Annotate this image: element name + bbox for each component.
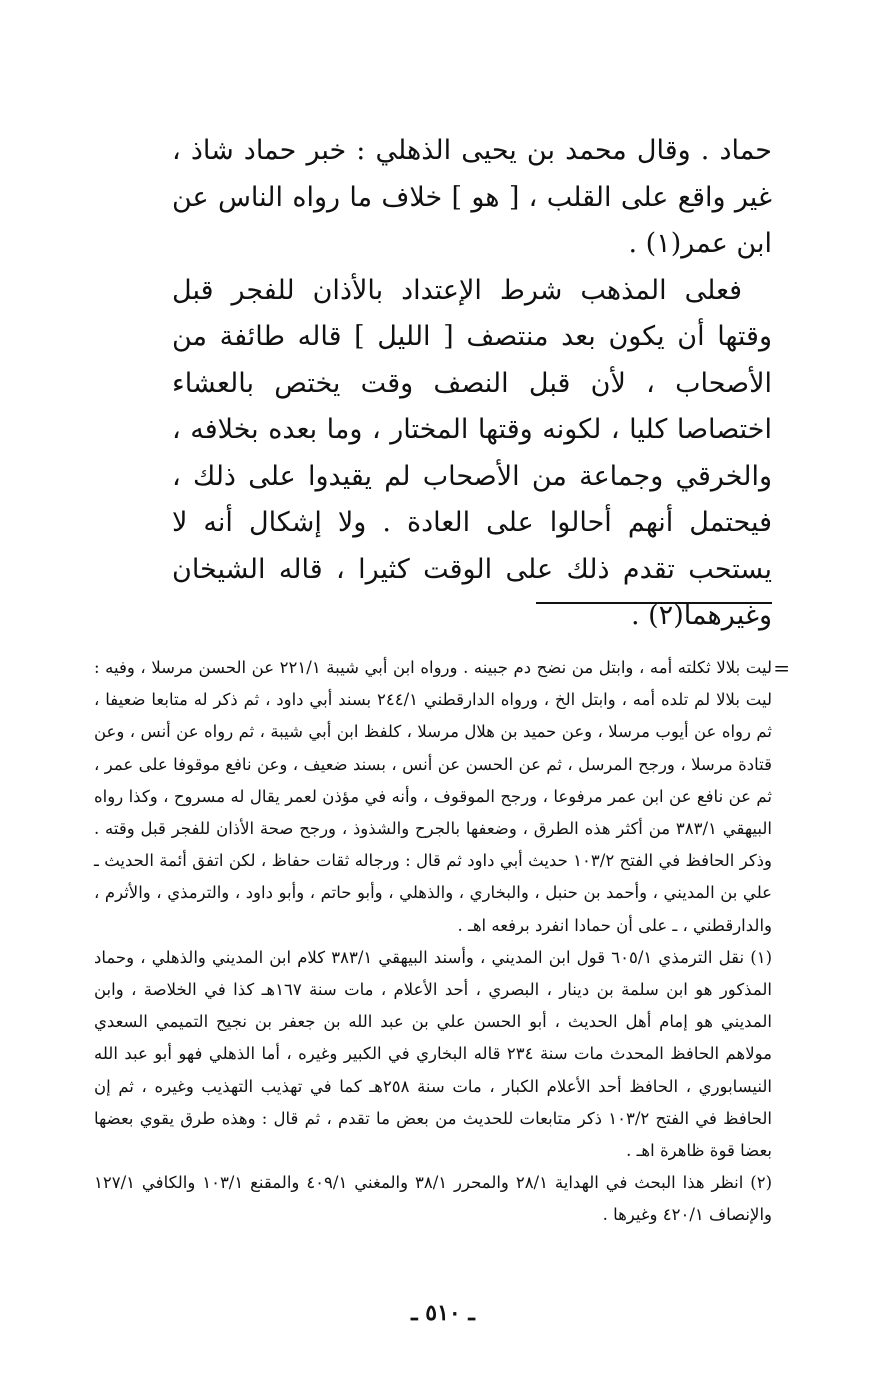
footnote-2: (٢) انظر هذا البحث في الهداية ٢٨/١ والمحرر ٣٨/١ والمغني ٤٠٩/١ والمقنع ١٠٣/١ والكافي ١٢٧/١ والإنصاف ٤٢٠/١ وغيرها . bbox=[94, 1173, 772, 1225]
footnotes bbox=[94, 652, 772, 1232]
main-paragraph-2: فعلى المذهب شرط الإعتداد بالأذان للفجر قبل وقتها أن يكون بعد منتصف [ الليل ] قاله طائفة من الأصحاب ، لأن قبل النصف وقت يختص بالعشاء اختصاصا كليا ، لكونه وقتها المختار ، وما بعده بخلافه ، والخرقي وجماعة من الأصحاب لم يقيدوا على ذلك ، فيحتمل أنهم أحالوا على العادة . ولا إشكال أنه لا يستحب تقدم ذلك على الوقت كثيرا ، قاله الشيخان وغيرهما(٢) . bbox=[172, 274, 772, 631]
main-paragraph-1: حماد . وقال محمد بن يحيى الذهلي : خبر حماد شاذ ، غير واقع على القلب ، [ هو ] خلاف ما رواه الناس عن ابن عمر(١) . bbox=[172, 135, 772, 259]
page-number: ـ ٥١٠ ـ bbox=[411, 1300, 475, 1326]
footnote-1: (١) نقل الترمذي ٦٠٥/١ قول ابن المديني ، وأسند البيهقي ٣٨٣/١ كلام ابن المديني والذهلي ، وحماد المذكور هو ابن سلمة بن دينار ، البصري ، أحد الأعلام ، مات سنة ١٦٧هـ كذا في الخلاصة ، وابن المديني هو إمام أهل الحديث ، أبو الحسن علي بن عبد الله بن جعفر بن نجيح التميمي السعدي مولاهم الحافظ المحدث مات سنة ٢٣٤ قاله البخاري في الكبير وغيره ، أما الذهلي فهو أبو عبد الله النيسابوري ، الحافظ أحد الأعلام الكبار ، مات سنة ٢٥٨هـ كما في تهذيب التهذيب وغيره ، ثم إن الحافظ في الفتح ١٠٣/٢ ذكر متابعات للحديث من بعض ما تقدم ، ثم قال : وهذه طرق يقوي بعضها بعضا قوة ظاهرة اهـ . bbox=[94, 947, 772, 1161]
footnote-continuation: ليت بلالا ثكلته أمه ، وابتل من نضح دم جبينه . ورواه ابن أبي شيبة ٢٢١/١ عن الحسن مرسلا ، وفيه : ليت بلالا لم تلده أمه ، وابتل الخ ، ورواه الدارقطني ٢٤٤/١ بسند أبي داود ، ثم ذكر له متابعا ضعيفا ، ثم رواه عن أيوب مرسلا ، وعن حميد بن هلال مرسلا ، كلفظ ابن أبي شيبة ، ثم رواه عن أنس ، وعن قتادة مرسلا ، ورجح المرسل ، ثم عن الحسن عن أنس ، بسند ضعيف ، وعن نافع موقوفا على عمر ، ثم عن نافع عن ابن عمر مرفوعا ، ورجح الموقوف ، وأنه في مؤذن لعمر يقال له مسروح ، وكذا رواه البيهقي ٣٨٣/١ من أكثر هذه الطرق ، وضعفها بالجرح والشذوذ ، ورجح صحة الأذان للفجر قبل وقته . وذكر الحافظ في الفتح ١٠٣/٢ حديث أبي داود ثم قال : ورجاله ثقات حفاظ ، لكن اتفق أئمة الحديث ـ علي بن المديني ، وأحمد بن حنبل ، والبخاري ، والذهلي ، وأبو حاتم ، وأبو داود ، والترمذي ، والأثرم ، والدارقطني ، ـ على أن حمادا انفرد برفعه اهـ . bbox=[94, 658, 772, 935]
main-text bbox=[172, 128, 772, 640]
footnote-separator bbox=[536, 602, 772, 604]
footnote-continuation-marker: = bbox=[773, 656, 790, 680]
